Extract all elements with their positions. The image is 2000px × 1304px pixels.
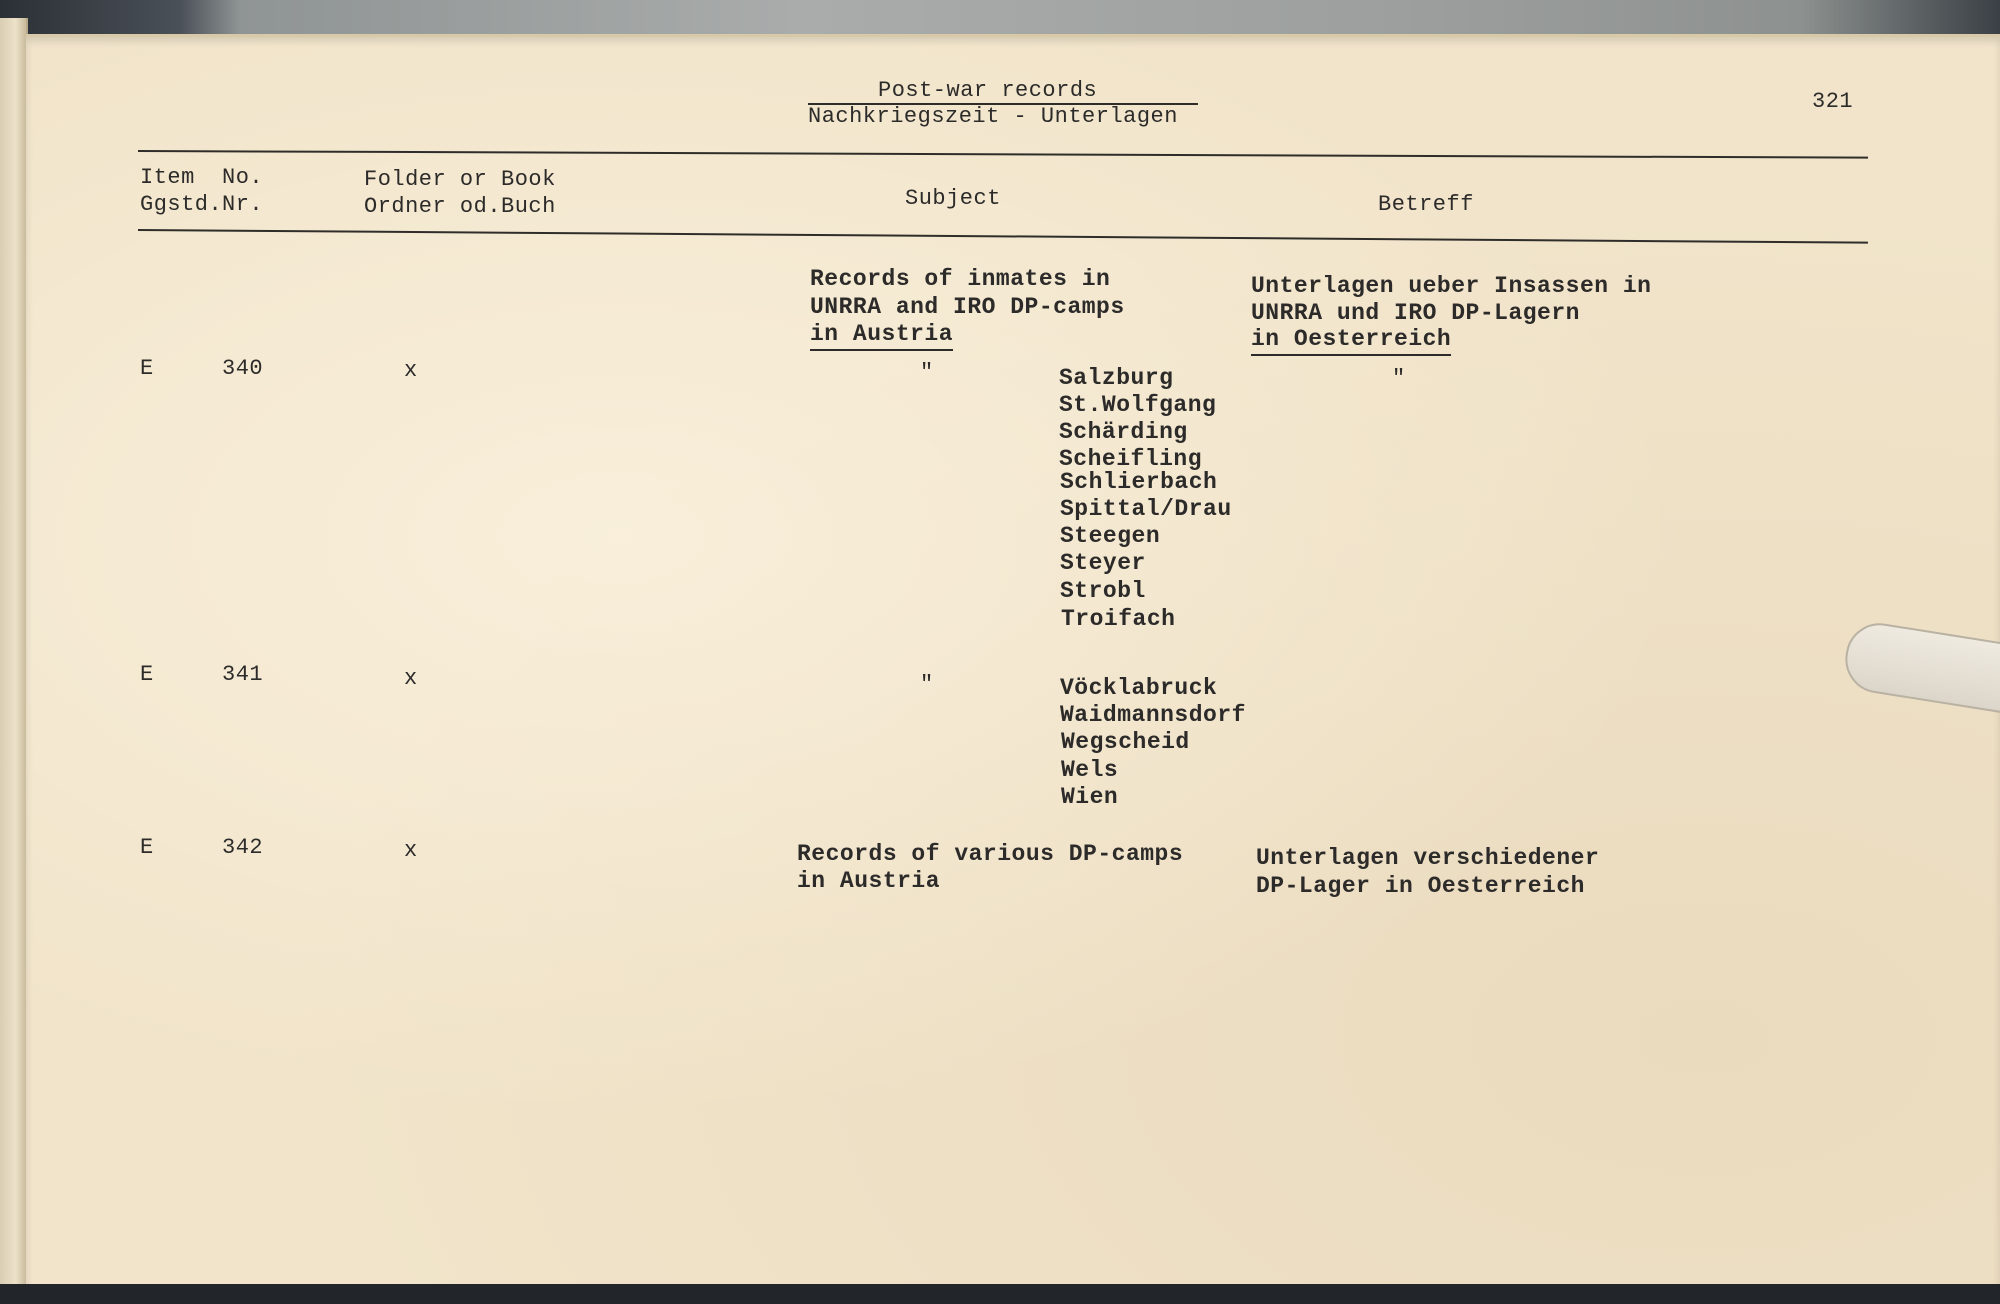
column-header-item-de: Ggstd. [140,192,223,217]
row-340-item: E [140,356,154,381]
column-header-subject: Subject [905,186,1001,211]
row-340-number: 340 [222,356,264,381]
group-subject-line: UNRRA and IRO DP-camps [810,294,1125,320]
column-header-folder-de: Ordner od.Buch [364,194,556,219]
place-name: Wels [1061,757,1119,783]
row-342-item: E [140,835,154,860]
place-name: Vöcklabruck [1060,675,1218,701]
column-header-folder: Folder or Book [364,167,556,192]
row-342-betreff-line: Unterlagen verschiedener [1256,845,1600,871]
place-name: Troifach [1061,606,1176,632]
group-subject-line: Records of inmates in [810,266,1111,292]
column-header-betreff: Betreff [1378,192,1474,217]
place-name: St.Wolfgang [1059,392,1217,418]
row-342-subject-line: in Austria [797,868,941,894]
row-342-betreff-line: DP-Lager in Oesterreich [1256,873,1585,899]
group-betreff-line: UNRRA und IRO DP-Lagern [1251,300,1580,326]
binder-edge [0,18,28,1304]
place-name: Scheifling [1059,446,1203,472]
scanner-bottom-strip [0,1284,2000,1304]
row-342-number: 342 [222,835,264,860]
place-name: Steegen [1060,523,1161,549]
place-name: Schlierbach [1060,469,1218,495]
row-341-subject-ditto: " [920,672,934,697]
row-342-folder-mark: x [404,838,418,863]
group-betreff-line: Unterlagen ueber Insassen in [1251,273,1652,299]
group-subject-line: in Austria [810,321,953,351]
place-name: Strobl [1060,578,1146,604]
group-betreff-line: in Oesterreich [1251,326,1451,356]
place-name: Spittal/Drau [1060,496,1232,522]
row-341-item: E [140,662,154,687]
place-name: Waidmannsdorf [1060,702,1246,728]
title-german: Nachkriegszeit - Unterlagen [808,104,1178,129]
column-header-item: Item [140,165,195,190]
row-341-number: 341 [222,662,264,687]
row-340-subject-ditto: " [920,360,934,385]
scanner-background-strip [0,0,2000,34]
place-name: Steyer [1060,550,1146,576]
row-340-betreff-ditto: " [1392,366,1406,391]
place-name: Wegscheid [1061,729,1190,755]
column-header-no: No. [222,165,264,190]
title-english: Post-war records [878,78,1098,103]
row-342-subject-line: Records of various DP-camps [797,841,1184,867]
column-header-no-de: Nr. [222,192,264,217]
place-name: Wien [1061,784,1119,810]
document-page [26,34,2000,1287]
place-name: Schärding [1059,419,1188,445]
row-340-folder-mark: x [404,358,418,383]
page-number: 321 [1812,89,1854,114]
place-name: Salzburg [1059,365,1174,391]
row-341-folder-mark: x [404,666,418,691]
